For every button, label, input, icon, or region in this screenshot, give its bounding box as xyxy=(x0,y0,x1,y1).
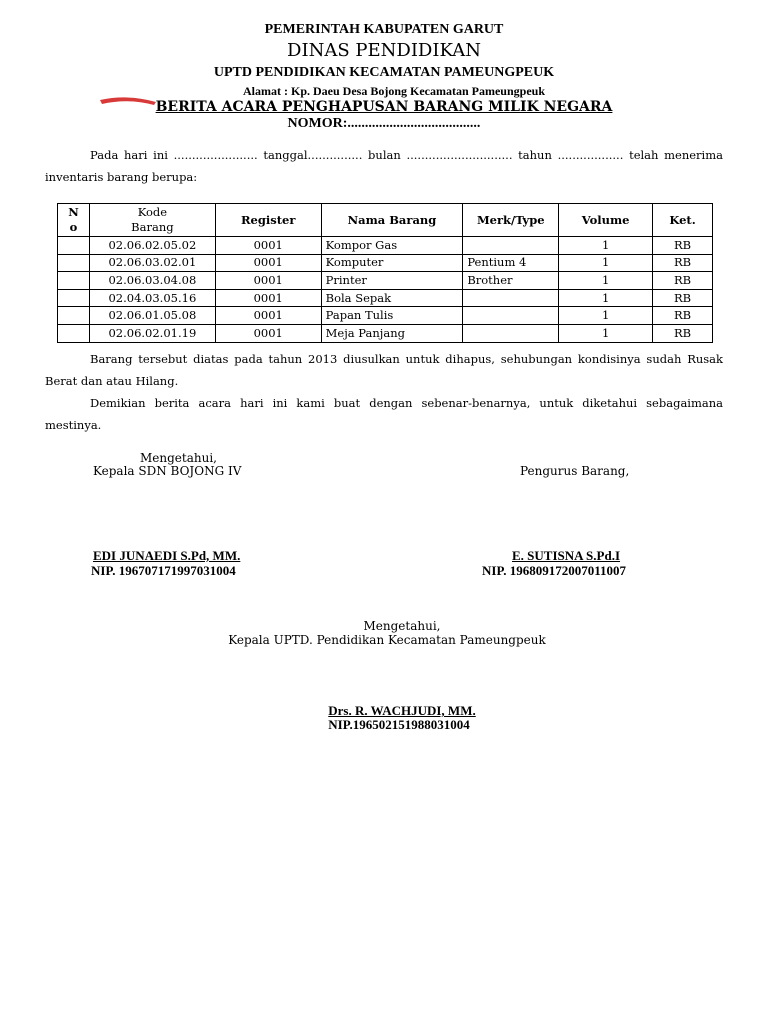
document-number: NOMOR:...................................... xyxy=(287,116,481,131)
bottom-sig-name: Drs. R. WACHJUDI, MM. xyxy=(328,703,476,718)
intro-line-2: inventaris barang berupa: xyxy=(45,170,198,184)
table-row: 02.06.03.02.01 0001 Komputer Pentium 4 1 RB xyxy=(58,254,713,272)
col-nama: Nama Barang xyxy=(321,204,463,237)
col-kode: Kode Barang xyxy=(89,204,215,237)
table-row: 02.06.02.05.02 0001 Kompor Gas 1 RB xyxy=(58,237,713,255)
bottom-sig-acknowledged: Mengetahui, xyxy=(363,619,441,633)
table-row: 02.06.01.05.08 0001 Papan Tulis 1 RB xyxy=(58,307,713,325)
left-sig-nip: NIP. 196707171997031004 xyxy=(91,563,236,578)
right-sig-nip: NIP. 196809172007011007 xyxy=(482,563,626,578)
intro-line-1: Pada hari ini ....................... tanggal............... bulan ............................. tahun .................. telah menerima xyxy=(90,148,723,162)
paragraph-closing-line-1: Demikian berita acara hari ini kami buat dengan sebenar-benarnya, untuk diketahui sebagaimana xyxy=(90,396,723,410)
document-title: BERITA ACARA PENGHAPUSAN BARANG MILIK NEGARA xyxy=(155,99,613,115)
paragraph-reason-line-2: Berat dan atau Hilang. xyxy=(45,374,179,388)
table-row: 02.06.03.04.08 0001 Printer Brother 1 RB xyxy=(58,272,713,290)
inventory-table xyxy=(57,203,713,343)
bottom-sig-role: Kepala UPTD. Pendidikan Kecamatan Pameungpeuk xyxy=(228,633,546,647)
table-row: 02.04.03.05.16 0001 Bola Sepak 1 RB xyxy=(58,289,713,307)
intro-paragraph xyxy=(45,144,723,188)
header-government: PEMERINTAH KABUPATEN GARUT xyxy=(264,22,504,37)
paragraph-reason xyxy=(45,348,723,392)
left-sig-role: Kepala SDN BOJONG IV xyxy=(93,464,242,478)
left-sig-acknowledged: Mengetahui, xyxy=(140,451,217,465)
bottom-sig-nip: NIP.196502151988031004 xyxy=(328,717,470,732)
paragraph-closing-line-2: mestinya. xyxy=(45,418,102,432)
paragraph-closing xyxy=(45,392,723,436)
right-sig-name: E. SUTISNA S.Pd.I xyxy=(512,548,621,563)
col-no: N o xyxy=(58,204,90,237)
paragraph-reason-line-1: Barang tersebut diatas pada tahun 2013 diusulkan untuk dihapus, sehubungan kondisinya sudah Rusak xyxy=(90,352,723,366)
header-uptd: UPTD PENDIDIKAN KECAMATAN PAMEUNGPEUK xyxy=(213,65,555,80)
table-row: 02.06.02.01.19 0001 Meja Panjang 1 RB xyxy=(58,324,713,342)
right-sig-role: Pengurus Barang, xyxy=(520,464,630,478)
col-register: Register xyxy=(215,204,321,237)
left-sig-name: EDI JUNAEDI S.Pd, MM. xyxy=(93,548,241,563)
col-volume: Volume xyxy=(559,204,653,237)
table-header-row xyxy=(58,204,713,237)
header-office: DINAS PENDIDIKAN xyxy=(287,40,481,61)
col-merk: Merk/Type xyxy=(463,204,559,237)
header-address: Alamat : Kp. Daeu Desa Bojong Kecamatan Pameungpeuk xyxy=(243,84,545,98)
col-ket: Ket. xyxy=(653,204,713,237)
